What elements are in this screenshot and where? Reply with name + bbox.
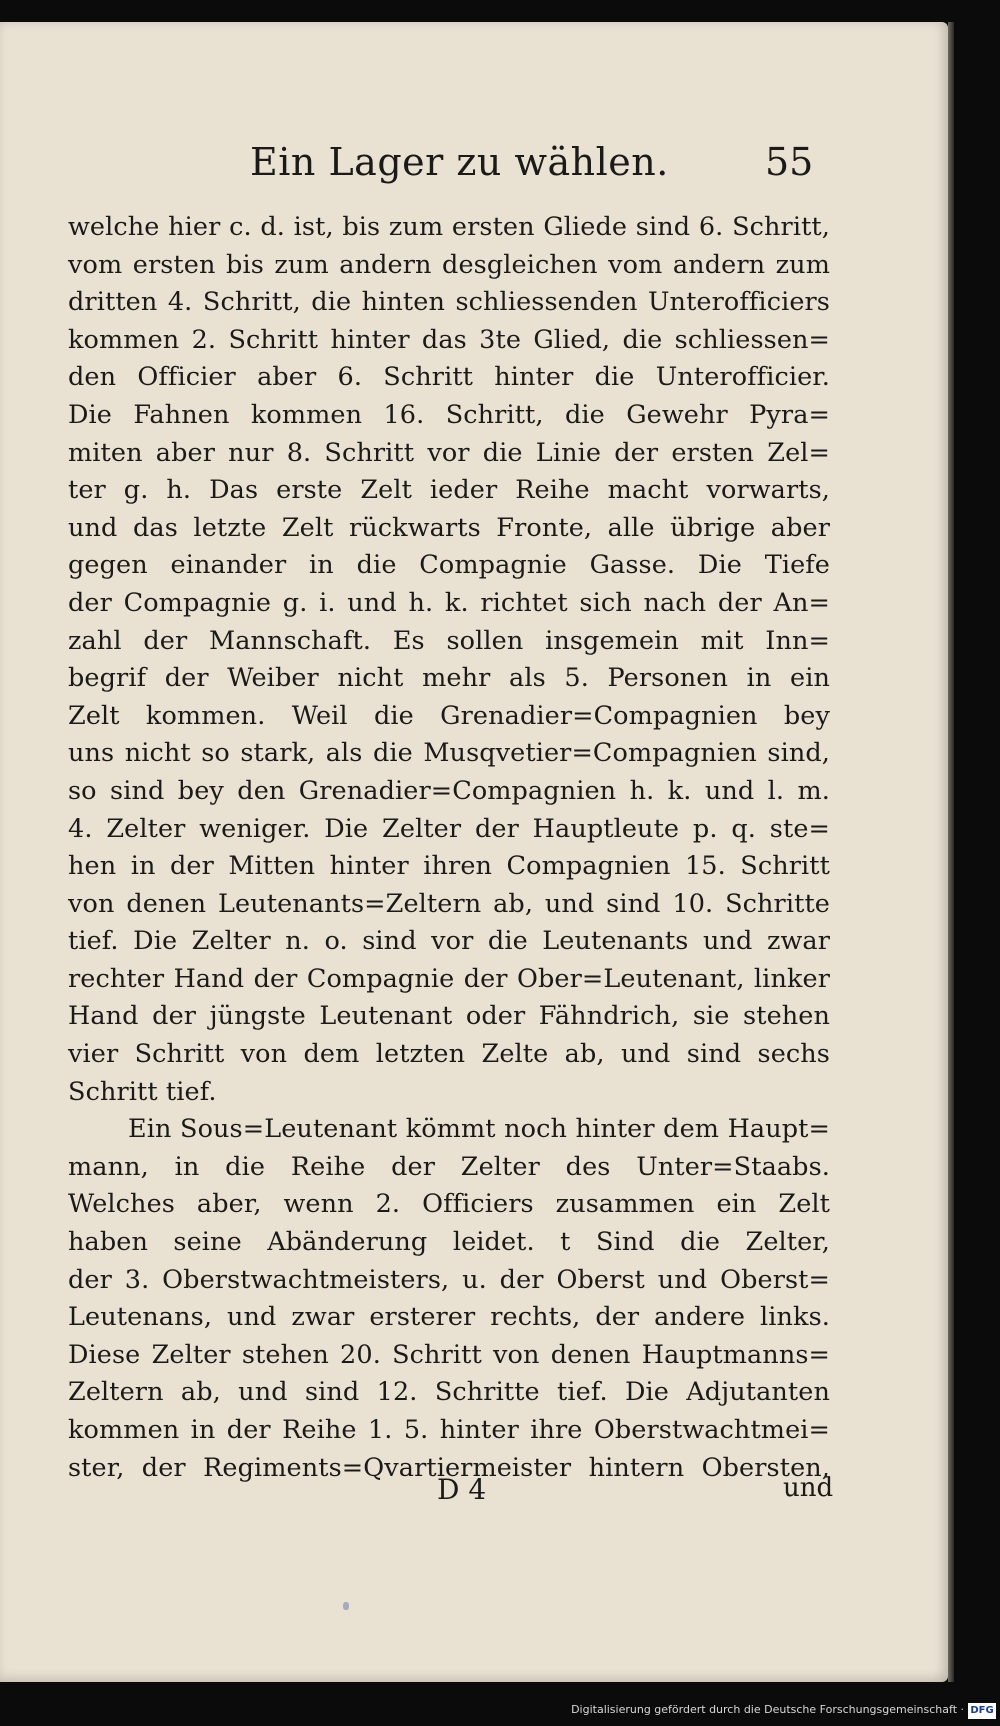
running-head: Ein Lager zu wählen.	[250, 140, 669, 184]
ink-speck	[343, 1602, 349, 1610]
text-line: mann, in die Reihe der Zelter des Unter=Staabs.	[68, 1151, 830, 1182]
text-line: vom ersten bis zum andern desgleichen vom andern zum	[68, 249, 830, 280]
text-line: Die Fahnen kommen 16. Schritt, die Gewehr Pyra=	[68, 399, 830, 430]
text-line: Schritt tief.	[68, 1076, 217, 1107]
page-edge-shadow	[948, 22, 954, 1682]
text-line: rechter Hand der Compagnie der Ober=Leutenant, linker	[68, 963, 830, 994]
text-line: gegen einander in die Compagnie Gasse. Die Tiefe	[68, 550, 830, 581]
footer-bar	[0, 1700, 1000, 1726]
text-line: uns nicht so stark, als die Musqvetier=Compagnien sind,	[68, 738, 830, 769]
text-line: vier Schritt von dem letzten Zelte ab, und sind sechs	[68, 1039, 830, 1070]
text-line: tief. Die Zelter n. o. sind vor die Leutenants und zwar	[68, 926, 830, 957]
dfg-logo: DFG	[968, 1703, 996, 1719]
text-line: der 3. Oberstwachtmeisters, u. der Oberst und Oberst=	[68, 1264, 830, 1295]
text-line: miten aber nur 8. Schritt vor die Linie der ersten Zel=	[68, 437, 830, 468]
text-line: Leutenans, und zwar ersterer rechts, der andere links.	[68, 1302, 830, 1333]
text-line: und das letzte Zelt rückwarts Fronte, alle übrige aber	[68, 512, 830, 543]
text-line: hen in der Mitten hinter ihren Compagnien 15. Schritt	[68, 851, 830, 882]
signature-mark: D 4	[437, 1473, 487, 1506]
text-line-paragraph-start: Ein Sous=Leutenant kömmt noch hinter dem Haupt=	[128, 1114, 830, 1145]
catchword: und	[783, 1473, 834, 1503]
text-line: ster, der Regiments=Qvartiermeister hintern Obersten,	[68, 1452, 830, 1483]
body-text	[68, 209, 830, 1487]
book-page	[0, 22, 948, 1682]
text-line: Zeltern ab, und sind 12. Schritte tief. Die Adjutanten	[68, 1377, 830, 1408]
text-line: kommen 2. Schritt hinter das 3te Glied, die schliessen=	[68, 324, 830, 355]
text-line: 4. Zelter weniger. Die Zelter der Hauptleute p. q. ste=	[68, 813, 830, 844]
footer-credit: Digitalisierung gefördert durch die Deutsche Forschungsgemeinschaft ·	[571, 1703, 964, 1716]
text-line: welche hier c. d. ist, bis zum ersten Gliede sind 6. Schritt,	[68, 212, 830, 242]
text-line: dritten 4. Schritt, die hinten schliessenden Unterofficiers	[68, 287, 830, 318]
text-line: der Compagnie g. i. und h. k. richtet sich nach der An=	[68, 587, 830, 618]
page-number: 55	[765, 140, 814, 184]
text-line: begrif der Weiber nicht mehr als 5. Personen in ein	[68, 663, 830, 694]
text-line: Diese Zelter stehen 20. Schritt von denen Hauptmanns=	[68, 1339, 830, 1370]
text-line: haben seine Abänderung leidet. t Sind die Zelter,	[68, 1227, 830, 1258]
text-line: ter g. h. Das erste Zelt ieder Reihe macht vorwarts,	[68, 475, 830, 506]
text-line: von denen Leutenants=Zeltern ab, und sind 10. Schritte	[68, 888, 830, 919]
text-line: kommen in der Reihe 1. 5. hinter ihre Oberstwachtmei=	[68, 1415, 830, 1445]
text-line: so sind bey den Grenadier=Compagnien h. k. und l. m.	[68, 775, 830, 806]
text-line: Zelt kommen. Weil die Grenadier=Compagnien bey	[68, 700, 830, 731]
text-line: Hand der jüngste Leutenant oder Fähndrich, sie stehen	[68, 1001, 830, 1032]
text-line: zahl der Mannschaft. Es sollen insgemein mit Inn=	[68, 625, 830, 656]
text-line: Welches aber, wenn 2. Officiers zusammen ein Zelt	[68, 1189, 830, 1220]
text-line: den Officier aber 6. Schritt hinter die Unterofficier.	[68, 362, 830, 393]
